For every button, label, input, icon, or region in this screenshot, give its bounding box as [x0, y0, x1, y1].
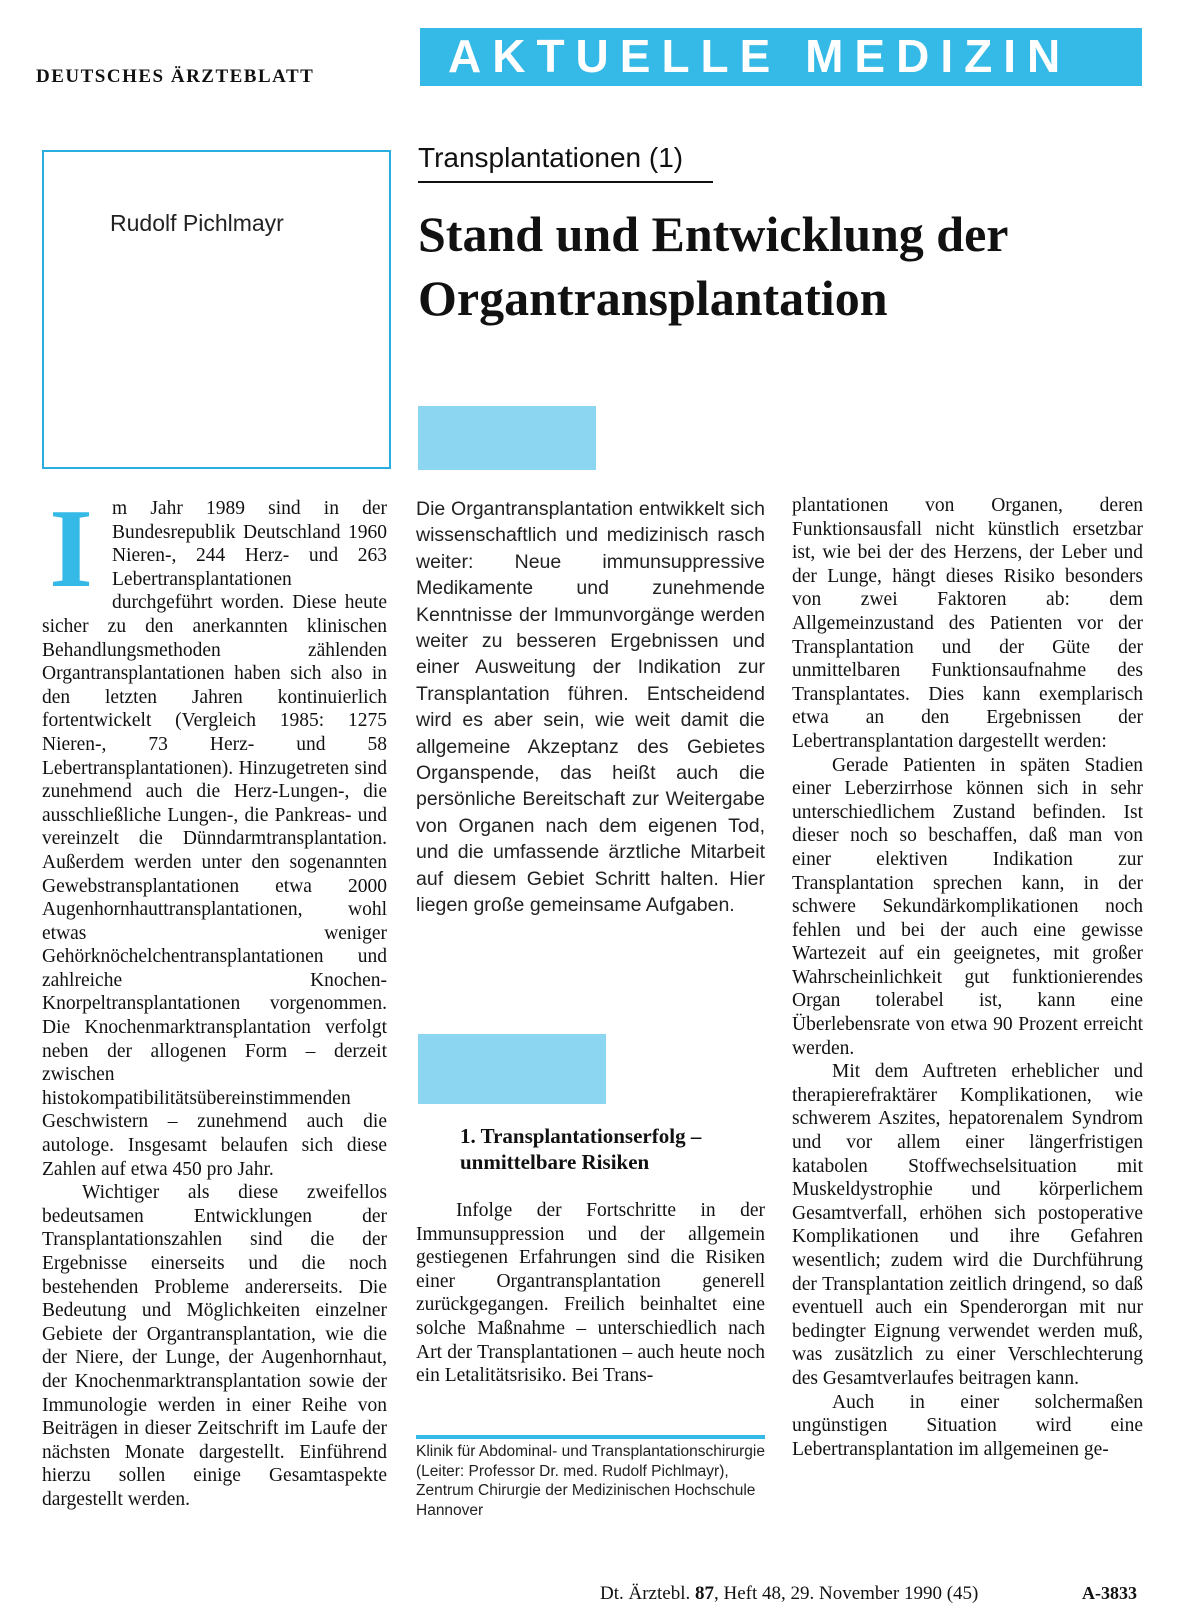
paragraph: Wichtiger als diese zweifellos bedeutsamen Entwicklungen der Transplantationszahlen sind die der Ergebnisse einerseits und die noch bestehenden Probleme andererseits. Die Bedeutung und Möglichkeiten einzelner Gebiete der Organtransplantation, wie die der Niere, der Lunge, der Augenhornhaut, der Knochenmarktransplantation sowie der Immunologie werden in einer Reihe von Beiträgen in dieser Zeitschrift im Laufe der nächsten Monate dargestellt. Einführend hierzu sollen einige Gesamtaspekte dargestellt werden.: [42, 1182, 387, 1510]
paragraph: m Jahr 1989 sind in der Bundesrepublik Deutschland 1960 Nieren-, 244 Herz- und 263 Lebertransplantationen durchgeführt worden. Diese heute sicher zu den anerkannten klinischen Behandlungsmethoden zählenden Organtransplantationen haben sich also in den letzten Jahren kontinuierlich fortentwickelt (Vergleich 1985: 1275 Nieren-, 73 Herz- und 58 Lebertransplantationen). Hinzugetreten sind zunehmend auch die Herz-Lungen-, die ausschließliche Lungen-, die Pankreas- und vereinzelt die Dünndarmtransplantation. Außerdem werden unter den sogenannten Gewebstransplantationen etwa 2000 Augenhornhauttransplantationen, wohl etwas weniger Gehörknöchelchentransplantationen und zahlreiche Knochen-Knorpeltransplantationen vorgenommen. Die Knochenmarktransplantation verfolgt neben der allogenen Form – derzeit zwischen histokompatibilitätsübereinstimmenden Geschwistern – zunehmend auch die autologe. Insgesamt belaufen sich diese Zahlen auf etwa 450 pro Jahr.: [42, 498, 387, 1180]
page-number: A-3833: [1082, 1583, 1137, 1603]
drop-cap: I: [49, 487, 93, 611]
footnote-rule: [416, 1435, 765, 1439]
paragraph: Gerade Patienten in späten Stadien einer Leberzirrhose können sich in sehr unterschiedlichem Zustand befinden. Ist dieser noch so beschaffen, daß man von einer elektiven Indikation zur Transplantation sprechen kann, in der schwere Sekundärkomplikationen noch fehlen und bei der auch eine gewisse Wartezeit auf ein geeignetes, mit großer Wahrscheinlichkeit gut funktionierendes Organ tolerabel ist, kann eine Überlebensrate von etwa 90 Prozent erreicht werden.: [792, 754, 1143, 1059]
highlight-marker: [418, 1034, 606, 1104]
volume-number: 87: [694, 1583, 714, 1604]
affiliation-footnote: Klinik für Abdominal- und Transplantationschirurgie (Leiter: Professor Dr. med. Rudolf Pichlmayr), Zentrum Chirurgie der Medizinischen Hochschule Hannover: [416, 1443, 765, 1519]
text-column-2-continued: [416, 1199, 765, 1388]
paragraph: plantationen von Organen, deren Funktionsausfall nicht künstlich ersetzbar ist, wie bei der des Herzens, der Leber und der Lunge, hängt dieses Risiko besonders von zwei Faktoren ab: dem Allgemeinzustand des Patienten vor der Transplantation und der Güte der unmittelbaren Funktionsaufnahme des Transplantates. Dies kann exemplarisch etwa an den Ergebnissen der Lebertransplantation dargestellt werden:: [792, 495, 1143, 752]
article-title: Stand und Entwicklung der Organtransplantation: [418, 206, 1008, 326]
paragraph: Die Organtransplantation entwikkelt sich wissenschaftlich und medizinisch rasch weiter: Neue immunsuppressive Medikamente und zunehmende Kenntnisse der Immunvorgänge werden weiter zu besseren Ergebnissen und einer Ausweitung der Indikation zur Transplantation führen. Entscheidend wird es aber sein, wie weit damit die allgemeine Akzeptanz des Gebietes Organspende, das heißt auch die persönliche Bereitschaft zur Weitergabe von Organen nach dem eigenen Tod, und die umfassende ärztliche Mitarbeit auf diesem Gebiet Schritt halten. Hier liegen große gemeinsame Aufgaben.: [416, 498, 765, 917]
author-name: Rudolf Pichlmayr: [110, 210, 284, 236]
citation-footer: [600, 1583, 978, 1605]
journal-name: DEUTSCHES ÄRZTEBLATT: [36, 66, 315, 87]
section-heading: 1. Transplantationserfolg – unmittelbare Risiken: [460, 1124, 702, 1174]
text-column-1: [42, 487, 387, 1512]
paragraph: Auch in einer solchermaßen ungünstigen Situation wird eine Lebertransplantation im allgemeinen ge-: [792, 1391, 1143, 1460]
text-column-3: [792, 494, 1143, 1461]
highlight-marker: [418, 406, 596, 470]
paragraph: Infolge der Fortschritte in der Immunsuppression und der allgemein gestiegenen Erfahrungen sind die Risiken einer Organtransplantation generell zurückgegangen. Freilich beinhaltet eine solche Maßnahme – unterschiedlich nach Art der Transplantationen – auch heute noch ein Letalitätsrisiko. Bei Trans-: [416, 1200, 765, 1387]
series-underline: [418, 181, 713, 183]
series-title: Transplantationen (1): [418, 142, 684, 173]
section-banner: [420, 28, 1142, 86]
citation-prefix: Dt. Ärztebl.: [600, 1583, 695, 1604]
section-title: AKTUELLE MEDIZIN: [448, 30, 1072, 82]
author-box: [42, 150, 391, 469]
text-column-2: [416, 496, 765, 919]
citation-suffix: , Heft 48, 29. November 1990 (45): [713, 1583, 979, 1604]
paragraph: Mit dem Auftreten erheblicher und therapierefraktärer Komplikationen, wie schwerem Aszites, hepatorenalem Syndrom und vor allem einer längerfristigen katabolen Stoffwechselsituation mit Muskeldystrophie und körperlichem Gesamtverfall, erhöhen sich postoperative Komplikationen und ihre Gefahren wesentlich; zudem wird die Durchführung der Transplantation zeitlich dringend, so daß eventuell auch ein Spenderorgan mit nur bedingter Eignung verwendet werden muß, was zusätzlich zu einer Verschlechterung des Gesamtverlaufes beitragen kann.: [792, 1061, 1143, 1389]
